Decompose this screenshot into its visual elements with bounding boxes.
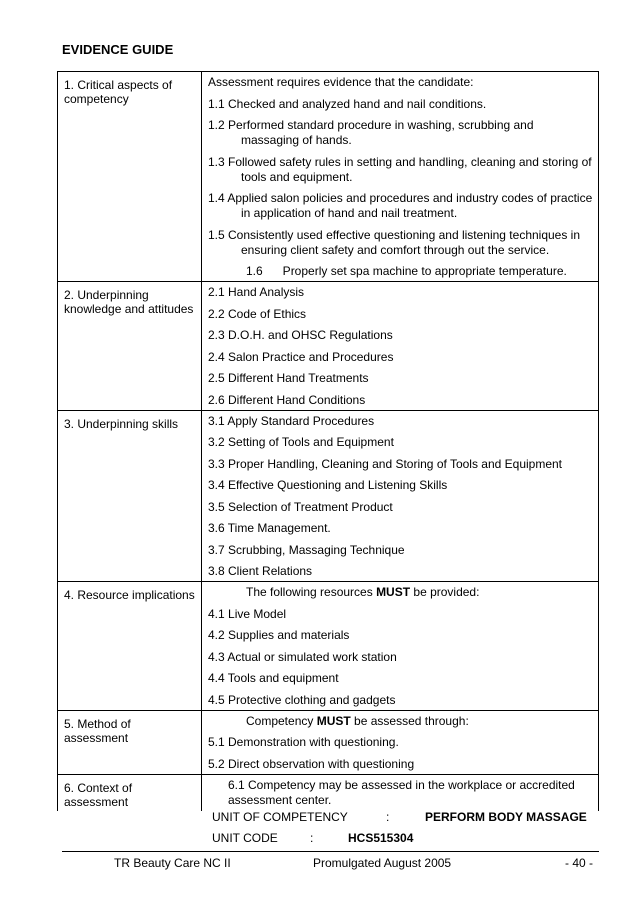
list-item: 2.3 D.O.H. and OHSC Regulations [208, 328, 393, 342]
row-label: 6. Context of assessment [58, 774, 202, 811]
unit-competency-separator: : [386, 810, 390, 824]
footer-left: TR Beauty Care NC II [114, 856, 231, 870]
list-item: 1.6 Properly set spa machine to appropriate temperature. [246, 264, 567, 278]
unit-code-separator: : [310, 831, 314, 845]
list-item: 3.7 Scrubbing, Massaging Technique [208, 542, 405, 557]
list-item: 3.6 Time Management. [208, 521, 331, 535]
row-content [202, 582, 599, 711]
list-item: 3.3 Proper Handling, Cleaning and Storing of Tools and Equipment [208, 456, 563, 471]
table-row [58, 582, 599, 711]
list-item: Assessment requires evidence that the candidate: [208, 75, 474, 89]
page-number: - 40 - [565, 856, 594, 870]
row-label: 2. Underpinning knowledge and attitudes [58, 282, 202, 411]
list-item: 4.5 Protective clothing and gadgets [208, 692, 396, 707]
row-intro: Competency MUST be assessed through: [246, 713, 469, 728]
footer-divider [62, 851, 599, 852]
unit-code-label: UNIT CODE [212, 831, 278, 845]
table-row [58, 710, 599, 774]
unit-code-value: HCS515304 [348, 831, 414, 845]
page-title: EVIDENCE GUIDE [62, 42, 174, 57]
evidence-guide-table [57, 71, 599, 811]
row-content [202, 72, 599, 282]
list-item: 1.5 Consistently used effective questioning and listening techniques in ensuring client safety and comfort through out the service. [208, 227, 581, 257]
table-row [58, 410, 599, 582]
row-content [202, 282, 599, 411]
row-content [202, 710, 599, 774]
unit-competency-value: PERFORM BODY MASSAGE [425, 810, 587, 824]
list-item: 3.4 Effective Questioning and Listening Skills [208, 478, 448, 492]
list-item: 4.3 Actual or simulated work station [208, 649, 397, 664]
list-item: 1.2 Performed standard procedure in washing, scrubbing and massaging of hands. [208, 118, 534, 147]
list-item: 5.2 Direct observation with questioning [208, 756, 415, 771]
list-item: 2.6 Different Hand Conditions [208, 392, 366, 407]
footer-center: Promulgated August 2005 [313, 856, 452, 870]
list-item: 2.2 Code of Ethics [208, 306, 307, 321]
list-item: 6.1 Competency may be assessed in the workplace or accredited assessment center. [228, 777, 575, 807]
list-item: 2.4 Salon Practice and Procedures [208, 349, 394, 364]
list-item: 3.5 Selection of Treatment Product [208, 499, 393, 514]
list-item: 4.2 Supplies and materials [208, 628, 350, 642]
list-item: 3.1 Apply Standard Procedures [208, 413, 375, 428]
row-content [202, 774, 599, 811]
list-item: 3.2 Setting of Tools and Equipment [208, 435, 394, 449]
list-item: 4.4 Tools and equipment [208, 671, 339, 685]
table-row [58, 72, 599, 282]
row-label: 3. Underpinning skills [58, 410, 202, 582]
list-item: 1.3 Followed safety rules in setting and handling, cleaning and storing of tools and equipment. [208, 154, 592, 184]
row-label: 1. Critical aspects of competency [58, 72, 202, 282]
list-item: 1.4 Applied salon policies and procedures and industry codes of practice in application of hand and nail treatment. [208, 191, 593, 220]
table-row [58, 282, 599, 411]
list-item: 2.1 Hand Analysis [208, 285, 305, 299]
list-item: 1.1 Checked and analyzed hand and nail conditions. [208, 96, 487, 111]
row-label: 4. Resource implications [58, 582, 202, 711]
table-row [58, 774, 599, 811]
row-label: 5. Method of assessment [58, 710, 202, 774]
unit-competency-label: UNIT OF COMPETENCY [212, 810, 348, 824]
list-item: 5.1 Demonstration with questioning. [208, 735, 399, 749]
row-content [202, 410, 599, 582]
row-intro: The following resources MUST be provided: [246, 585, 480, 599]
list-item: 2.5 Different Hand Treatments [208, 371, 369, 385]
list-item: 4.1 Live Model [208, 606, 287, 621]
list-item: 3.8 Client Relations [208, 564, 313, 578]
